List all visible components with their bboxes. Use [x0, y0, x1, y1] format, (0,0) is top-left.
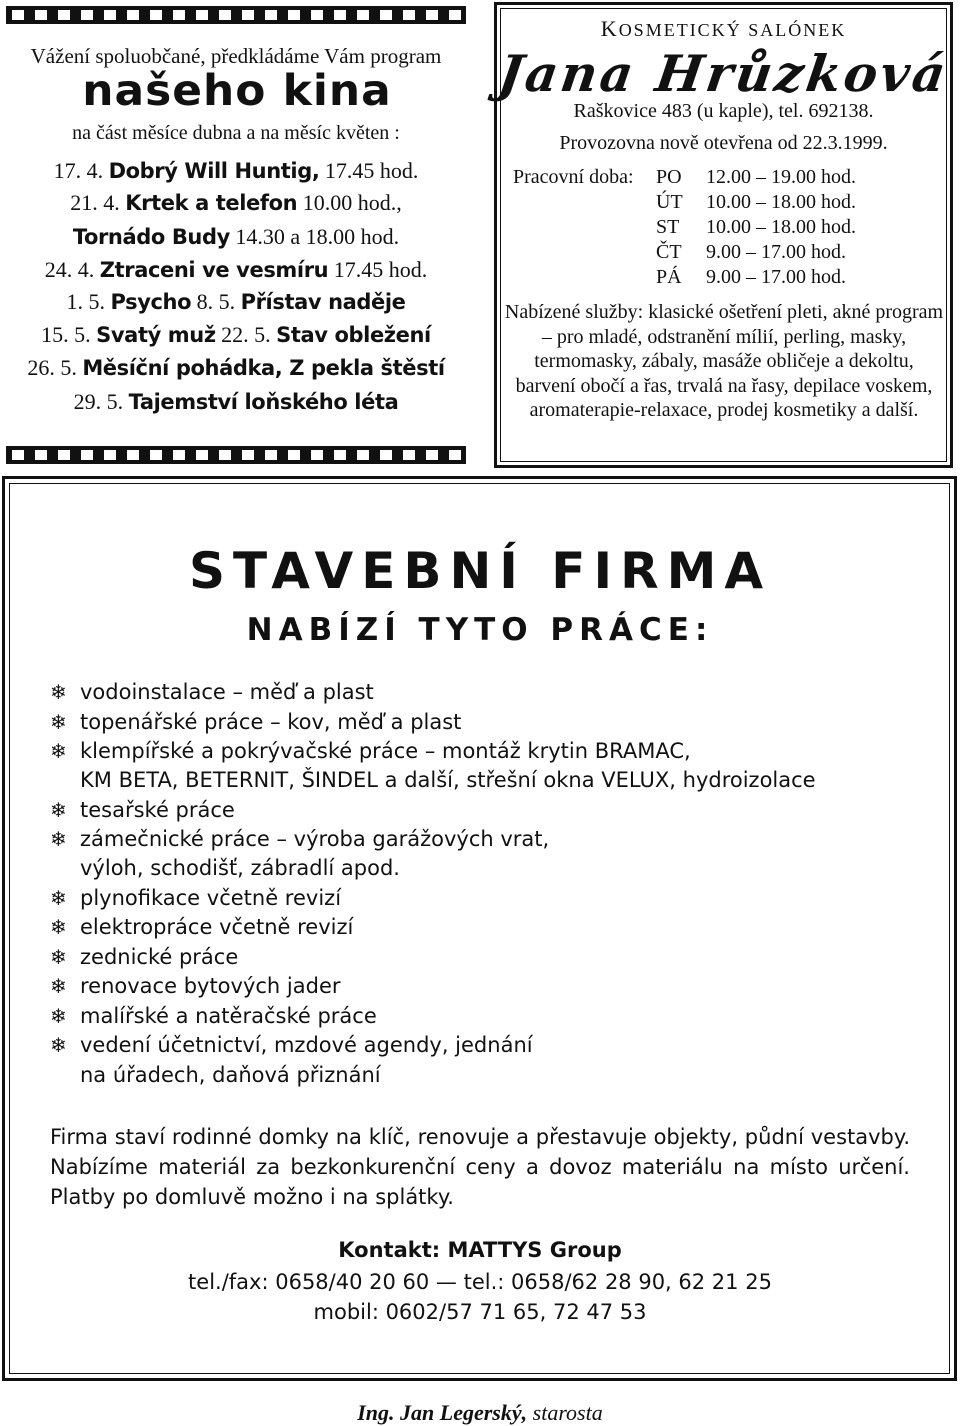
program-row: 29. 5. Tajemství loňského léta: [73, 389, 399, 414]
contact-phone: tel./fax: 0658/40 20 60 — tel.: 0658/62 28 90, 62 21 25: [188, 1270, 772, 1294]
film-perforation: [12, 10, 24, 20]
film-perforation: [334, 10, 346, 20]
salon-address: Raškovice 483 (u kaple), tel. 692138.: [573, 100, 874, 122]
salon-owner-name: Jana Hrůzková: [494, 44, 953, 103]
snowflake-bullet-icon: ❄: [50, 886, 67, 910]
film-perforation: [288, 10, 300, 20]
film-perforation: [265, 450, 277, 460]
snowflake-bullet-icon: ❄: [50, 798, 67, 822]
film-perforation: [150, 450, 162, 460]
film-perforation: [403, 450, 415, 460]
film-perforation: [426, 10, 438, 20]
film-perforation: [242, 450, 254, 460]
film-perforation: [219, 10, 231, 20]
program-row: Tornádo Budy 14.30 a 18.00 hod.: [72, 224, 400, 249]
film-perforation: [449, 10, 461, 20]
snowflake-bullet-icon: ❄: [50, 974, 67, 998]
hours-row: PO 12.00 – 19.00 hod.: [656, 166, 856, 188]
snowflake-bullet-icon: ❄: [50, 945, 67, 969]
cinema-intro: Vážení spoluobčané, předkládáme Vám program: [30, 44, 442, 68]
cinema-title: našeho kina: [82, 66, 392, 116]
film-perforation: [449, 450, 461, 460]
firm-description: Firma staví rodinné domky na klíč, renovuje a přestavuje objekty, půdní vestavby. Nabízíme materiál za bezkonkurenční ceny a dovoz materiálu na místo určení. Platby po domluvě možno i na splátky.: [50, 1125, 910, 1209]
program-row: 15. 5. Svatý muž 22. 5. Stav obležení: [41, 322, 431, 347]
film-perforation: [265, 10, 277, 20]
film-perforation: [426, 450, 438, 460]
film-perforation: [150, 10, 162, 20]
hours-row: PÁ 9.00 – 17.00 hod.: [656, 266, 846, 288]
snowflake-bullet-icon: ❄: [50, 827, 67, 851]
snowflake-bullet-icon: ❄: [50, 915, 67, 939]
film-perforation: [380, 10, 392, 20]
film-perforation: [196, 450, 208, 460]
film-perforation: [173, 10, 185, 20]
contact-heading: Kontakt: MATTYS Group: [338, 1238, 622, 1262]
service-item: ❄ vodoinstalace – měď a plast: [50, 680, 374, 704]
service-item: ❄ zednické práce: [50, 945, 239, 969]
hours-row: ST 10.00 – 18.00 hod.: [656, 216, 856, 238]
service-item: ❄ malířské a natěračské práce: [50, 1004, 377, 1028]
film-perforation: [81, 10, 93, 20]
film-perforation: [242, 10, 254, 20]
service-item-continuation: KM BETA, BETERNIT, ŠINDEL a další, střešní okna VELUX, hydroizolace: [80, 768, 816, 792]
contact-mobile: mobil: 0602/57 71 65, 72 47 53: [313, 1300, 647, 1324]
film-perforation: [288, 450, 300, 460]
film-perforation: [127, 10, 139, 20]
hours-row: ČT 9.00 – 17.00 hod.: [656, 241, 846, 263]
signature: Ing. Jan Legerský, starosta: [357, 1400, 603, 1425]
film-perforation: [357, 450, 369, 460]
film-perforation: [127, 450, 139, 460]
salon-opened: Provozovna nově otevřena od 22.3.1999.: [559, 132, 888, 154]
film-perforation: [219, 450, 231, 460]
film-perforation: [311, 10, 323, 20]
service-item: ❄ klempířské a pokrývačské práce – montáž krytin BRAMAC,: [50, 739, 691, 763]
salon-services: Nabízené služby: klasické ošetření pleti, akné program – pro mladé, odstranění mílií, perling, masky, termomasky, zábaly, masáže obličeje a dekoltu, barvení obočí a řas, trvalá na řasy, depilace voskem, aromaterapie-relaxace, prodej kosmetiky a další.: [504, 301, 944, 421]
film-perforation: [380, 450, 392, 460]
snowflake-bullet-icon: ❄: [50, 739, 67, 763]
program-row: 17. 4. Dobrý Will Huntig, 17.45 hod.: [53, 158, 419, 183]
film-perforation: [104, 450, 116, 460]
film-perforation: [403, 10, 415, 20]
service-item: ❄ zámečnické práce – výroba garážových vrat,: [50, 827, 550, 851]
service-item: ❄ tesařské práce: [50, 798, 235, 822]
service-item: ❄ renovace bytových jader: [50, 974, 341, 998]
filmstrip-top: [6, 6, 466, 24]
program-row: 24. 4. Ztraceni ve vesmíru 17.45 hod.: [44, 257, 428, 282]
program-row: 21. 4. Krtek a telefon 10.00 hod.,: [70, 190, 402, 215]
firm-title: STAVEBNÍ FIRMA: [188, 542, 772, 600]
program-row: 26. 5. Měsíční pohádka, Z pekla štěstí: [27, 355, 445, 380]
service-item-continuation: výloh, schodišť, zábradlí apod.: [80, 856, 400, 880]
film-perforation: [196, 10, 208, 20]
snowflake-bullet-icon: ❄: [50, 1004, 67, 1028]
cinema-subtitle: na část měsíce dubna a na měsíc květen :: [72, 122, 400, 144]
film-perforation: [35, 450, 47, 460]
service-item: ❄ elektropráce včetně revizí: [50, 915, 354, 939]
film-perforation: [12, 450, 24, 460]
film-perforation: [173, 450, 185, 460]
film-perforation: [334, 450, 346, 460]
film-perforation: [357, 10, 369, 20]
snowflake-bullet-icon: ❄: [50, 710, 67, 734]
salon-kicker: KOSMETICKÝ SALÓNEK: [600, 16, 847, 41]
service-item: ❄ plynofikace včetně revizí: [50, 886, 342, 910]
program-row: 1. 5. Psycho 8. 5. Přístav naděje: [66, 289, 406, 314]
filmstrip-bottom: [6, 446, 466, 464]
snowflake-bullet-icon: ❄: [50, 1033, 67, 1057]
hours-label: Pracovní doba:: [513, 166, 634, 188]
firm-subtitle: NABÍZÍ TYTO PRÁCE:: [246, 612, 714, 648]
film-perforation: [81, 450, 93, 460]
film-perforation: [311, 450, 323, 460]
film-perforation: [104, 10, 116, 20]
service-item: ❄ topenářské práce – kov, měď a plast: [50, 710, 462, 734]
snowflake-bullet-icon: ❄: [50, 680, 67, 704]
hours-row: ÚT 10.00 – 18.00 hod.: [656, 191, 856, 213]
film-perforation: [58, 10, 70, 20]
service-item: ❄ vedení účetnictví, mzdové agendy, jednání: [50, 1033, 533, 1057]
film-perforation: [35, 10, 47, 20]
service-item-continuation: na úřadech, daňová přiznání: [80, 1063, 381, 1087]
film-perforation: [58, 450, 70, 460]
